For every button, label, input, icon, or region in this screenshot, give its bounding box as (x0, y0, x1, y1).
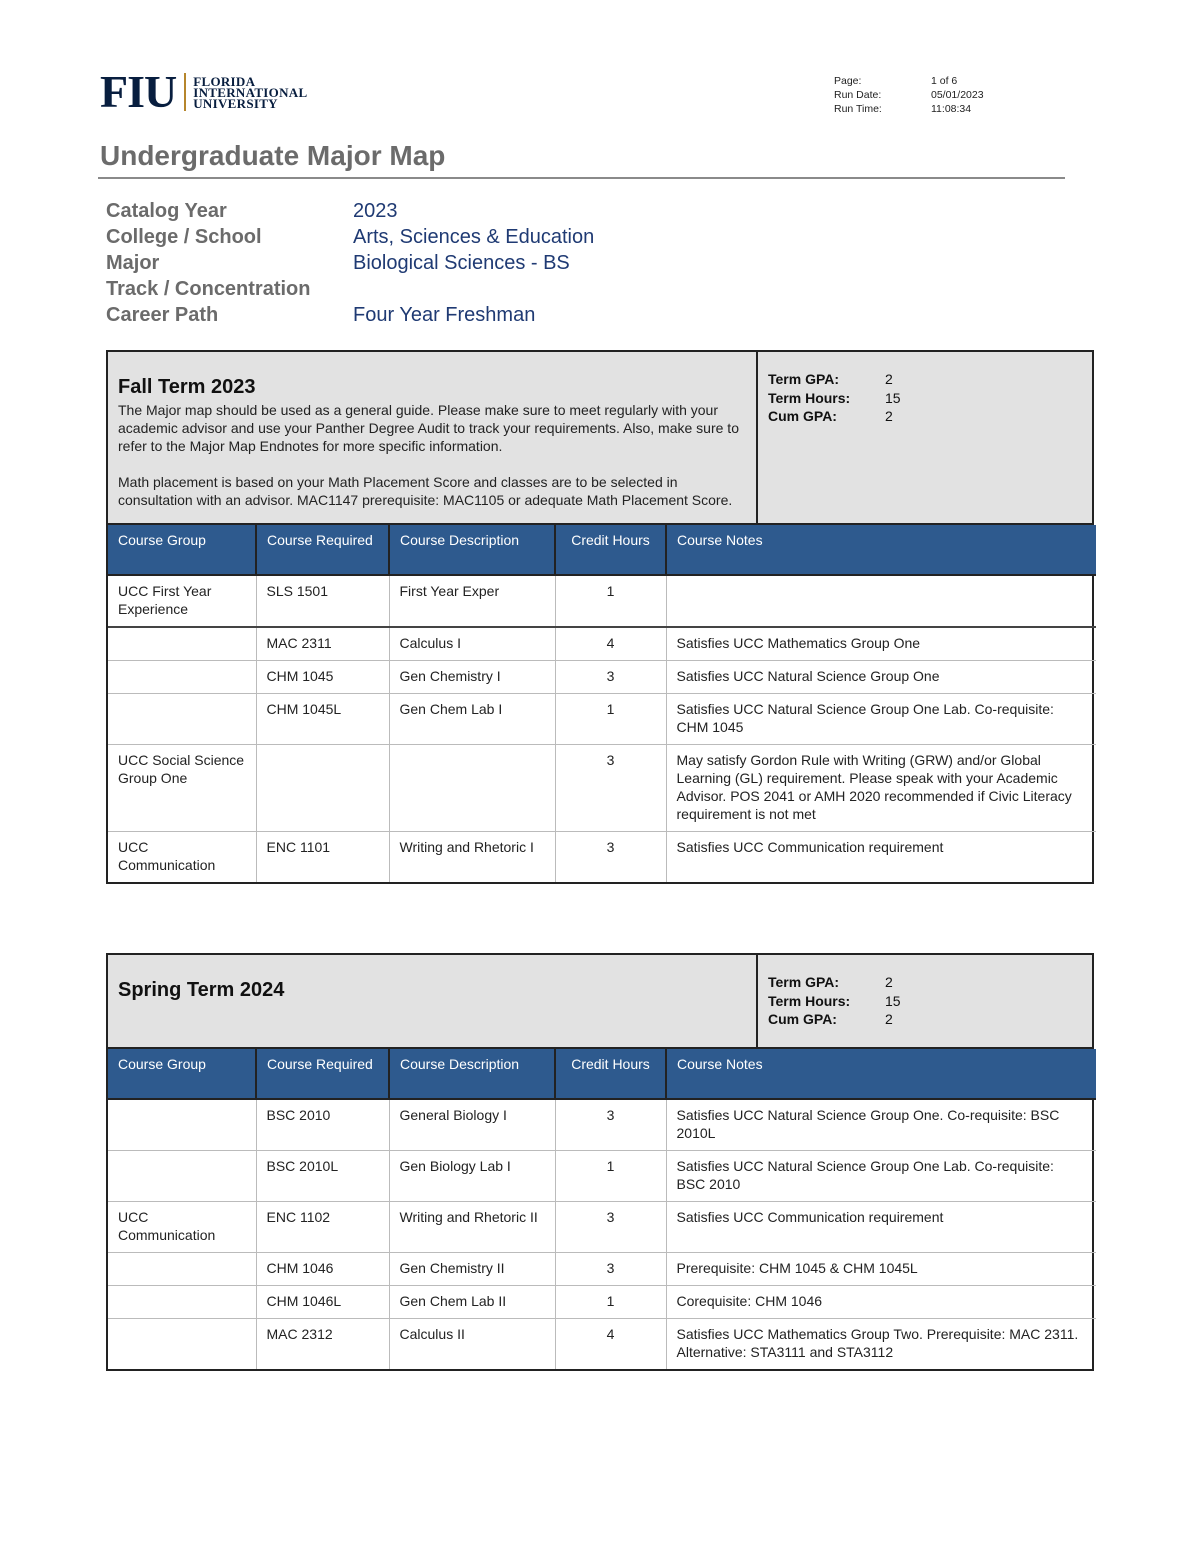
logo-mark: FIU (100, 66, 177, 117)
term-gpa-row (768, 370, 1082, 389)
course-required-cell (256, 745, 389, 832)
term-gpa-row (768, 973, 1082, 992)
term-hours-row (768, 389, 1082, 408)
meta-run-date (834, 88, 984, 102)
course-description-cell: Writing and Rhetoric II (389, 1201, 555, 1252)
term-gpa-label: Term GPA: (768, 974, 840, 990)
info-label: Career Path (106, 304, 219, 326)
info-catalog-year (106, 198, 594, 224)
term-header-left (108, 352, 758, 523)
table-row (108, 1150, 1096, 1201)
fiu-logo (100, 66, 308, 117)
course-required-cell: SLS 1501 (256, 575, 389, 627)
course-notes-cell: Satisfies UCC Natural Science Group One. Co-requisite: BSC 2010L (666, 1099, 1096, 1151)
info-value: Arts, Sciences & Education (353, 226, 595, 248)
course-group-cell (108, 1285, 256, 1318)
course-notes-cell: Satisfies UCC Natural Science Group One Lab. Co-requisite: CHM 1045 (666, 694, 1096, 745)
table-row (108, 1099, 1096, 1151)
term-gpa-summary (758, 352, 1092, 523)
meta-value: 05/01/2023 (931, 89, 984, 101)
course-group-cell (108, 1099, 256, 1151)
table-row (108, 745, 1096, 832)
info-value: Four Year Freshman (353, 304, 536, 326)
table-row (108, 1252, 1096, 1285)
cum-gpa-row (768, 1010, 1082, 1029)
term-hours-label: Term Hours: (768, 389, 851, 406)
course-notes-cell: May satisfy Gordon Rule with Writing (GRW) and/or Global Learning (GL) requirement. Please speak with your Academic Advisor. POS 2041 or AMH 2020 recommended if Civic Literacy requirement is not met (666, 745, 1096, 832)
column-header: Course Notes (666, 1049, 1096, 1099)
cum-gpa-label: Cum GPA: (768, 408, 837, 424)
table-row (108, 694, 1096, 745)
info-value: 2023 (353, 200, 398, 222)
term-hours-row (768, 992, 1082, 1011)
credit-hours-cell: 4 (555, 627, 666, 661)
table-row (108, 1201, 1096, 1252)
course-required-cell: CHM 1045 (256, 661, 389, 694)
course-group-cell: UCC Communication (108, 832, 256, 883)
course-group-cell (108, 1252, 256, 1285)
course-required-cell: CHM 1046L (256, 1285, 389, 1318)
course-group-cell (108, 1150, 256, 1201)
cum-gpa-label: Cum GPA: (768, 1011, 837, 1027)
course-group-cell (108, 661, 256, 694)
term-header (108, 352, 1092, 525)
course-required-cell: ENC 1102 (256, 1201, 389, 1252)
course-required-cell: BSC 2010 (256, 1099, 389, 1151)
credit-hours-cell: 3 (555, 832, 666, 883)
logo-line-3: UNIVERSITY (193, 95, 278, 111)
course-description-cell: Gen Chemistry II (389, 1252, 555, 1285)
logo-line-1: FLORIDA (193, 73, 256, 89)
info-track (106, 276, 594, 302)
course-description-cell: Gen Chem Lab I (389, 694, 555, 745)
term-gpa-value: 2 (885, 371, 893, 387)
info-label: College / School (106, 226, 262, 248)
logo-wordmark (193, 73, 308, 111)
column-header: Course Group (108, 525, 256, 575)
credit-hours-cell: 1 (555, 694, 666, 745)
meta-label: Run Date: (834, 89, 882, 101)
course-description-cell: Gen Chem Lab II (389, 1285, 555, 1318)
course-description-cell (389, 745, 555, 832)
term-name: Fall Term 2023 (118, 376, 256, 398)
course-description-cell: Gen Chemistry I (389, 661, 555, 694)
course-required-cell: ENC 1101 (256, 832, 389, 883)
course-notes-cell: Satisfies UCC Natural Science Group One Lab. Co-requisite: BSC 2010 (666, 1150, 1096, 1201)
course-required-cell: CHM 1046 (256, 1252, 389, 1285)
info-label: Major (106, 252, 160, 274)
credit-hours-cell: 3 (555, 745, 666, 832)
course-description-cell: General Biology I (389, 1099, 555, 1151)
meta-value: 11:08:34 (931, 103, 972, 115)
column-header: Course Description (389, 1049, 555, 1099)
course-group-cell (108, 1318, 256, 1369)
term-section (106, 953, 1094, 1371)
column-header: Course Required (256, 1049, 389, 1099)
table-row (108, 1318, 1096, 1369)
course-table (108, 1049, 1096, 1369)
credit-hours-cell: 1 (555, 1285, 666, 1318)
course-required-cell: BSC 2010L (256, 1150, 389, 1201)
column-header: Course Group (108, 1049, 256, 1099)
logo-divider (184, 73, 186, 111)
course-notes-cell: Satisfies UCC Natural Science Group One (666, 661, 1096, 694)
course-group-cell: UCC Social Science Group One (108, 745, 256, 832)
credit-hours-cell: 3 (555, 1252, 666, 1285)
table-row (108, 627, 1096, 661)
course-group-cell (108, 694, 256, 745)
course-group-cell: UCC Communication (108, 1201, 256, 1252)
info-value: Biological Sciences - BS (353, 252, 570, 274)
course-description-cell: Writing and Rhetoric I (389, 832, 555, 883)
course-required-cell: CHM 1045L (256, 694, 389, 745)
info-label: Catalog Year (106, 200, 227, 222)
cum-gpa-row (768, 407, 1082, 426)
meta-page (834, 74, 984, 88)
table-row (108, 1285, 1096, 1318)
course-group-cell: UCC First Year Experience (108, 575, 256, 627)
term-section (106, 350, 1094, 884)
term-hours-value: 15 (885, 389, 901, 406)
meta-label: Page: (834, 75, 862, 87)
course-notes-cell: Prerequisite: CHM 1045 & CHM 1045L (666, 1252, 1096, 1285)
info-major (106, 250, 594, 276)
column-header: Course Required (256, 525, 389, 575)
course-notes-cell: Satisfies UCC Mathematics Group One (666, 627, 1096, 661)
info-career-path (106, 302, 594, 328)
course-group-cell (108, 627, 256, 661)
course-notes-cell: Satisfies UCC Communication requirement (666, 832, 1096, 883)
table-row (108, 575, 1096, 627)
info-college (106, 224, 594, 250)
table-row (108, 661, 1096, 694)
term-name: Spring Term 2024 (118, 979, 285, 1001)
course-table (108, 525, 1096, 882)
meta-run-time (834, 102, 984, 116)
course-notes-cell (666, 575, 1096, 627)
course-required-cell: MAC 2312 (256, 1318, 389, 1369)
meta-label: Run Time: (834, 103, 882, 115)
table-header-row (108, 525, 1096, 575)
run-metadata (834, 74, 984, 116)
course-notes-cell: Corequisite: CHM 1046 (666, 1285, 1096, 1318)
course-description-cell: First Year Exper (389, 575, 555, 627)
course-required-cell: MAC 2311 (256, 627, 389, 661)
term-hours-label: Term Hours: (768, 992, 851, 1009)
term-header (108, 955, 1092, 1049)
course-notes-cell: Satisfies UCC Communication requirement (666, 1201, 1096, 1252)
info-label: Track / Concentration (106, 278, 311, 300)
term-hours-value: 15 (885, 992, 901, 1009)
credit-hours-cell: 3 (555, 1099, 666, 1151)
column-header: Course Notes (666, 525, 1096, 575)
meta-value: 1 of 6 (931, 75, 958, 87)
credit-hours-cell: 3 (555, 661, 666, 694)
credit-hours-cell: 1 (555, 575, 666, 627)
column-header: Credit Hours (555, 525, 666, 575)
title-divider (98, 177, 1065, 179)
course-notes-cell: Satisfies UCC Mathematics Group Two. Prerequisite: MAC 2311. Alternative: STA3111 and STA3112 (666, 1318, 1096, 1369)
credit-hours-cell: 4 (555, 1318, 666, 1369)
logo-line-2: INTERNATIONAL (193, 84, 308, 100)
column-header: Credit Hours (555, 1049, 666, 1099)
cum-gpa-value: 2 (885, 408, 893, 424)
term-gpa-value: 2 (885, 974, 893, 990)
credit-hours-cell: 1 (555, 1150, 666, 1201)
course-description-cell: Calculus II (389, 1318, 555, 1369)
term-gpa-label: Term GPA: (768, 371, 840, 387)
page-title: Undergraduate Major Map (100, 140, 446, 171)
term-header-left (108, 955, 758, 1047)
cum-gpa-value: 2 (885, 1011, 893, 1027)
term-gpa-summary (758, 955, 1092, 1047)
program-info (106, 198, 594, 328)
course-description-cell: Gen Biology Lab I (389, 1150, 555, 1201)
credit-hours-cell: 3 (555, 1201, 666, 1252)
course-description-cell: Calculus I (389, 627, 555, 661)
table-header-row (108, 1049, 1096, 1099)
column-header: Course Description (389, 525, 555, 575)
table-row (108, 832, 1096, 883)
term-description: The Major map should be used as a general guide. Please make sure to meet regularly with your academic advisor and use your Panther Degree Audit to track your requirements. Also, make sure to refer to the Major Map Endnotes for more specific information. Math placement is based on your Math Placement Score and classes are to be selected in consultation with an advisor. MAC1147 prerequisite: MAC1105 or adequate Math Placement Score. (118, 402, 739, 508)
